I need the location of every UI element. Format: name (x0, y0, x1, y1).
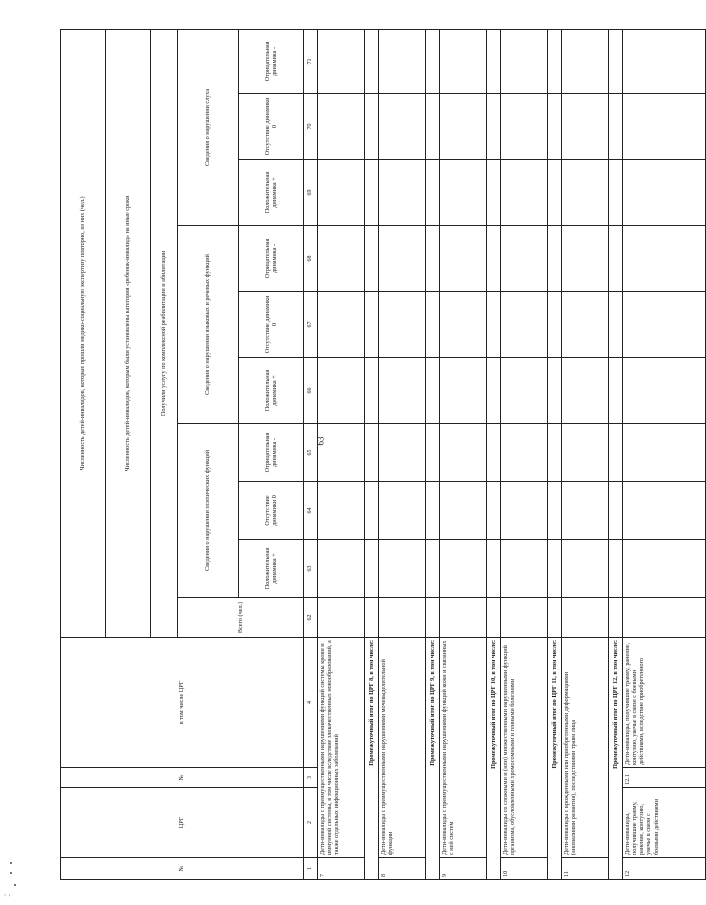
table-row (440, 29, 487, 879)
subtotal-row (487, 29, 501, 879)
header-num: № (61, 858, 304, 880)
row-label: Дети-инвалиды с врожденными или приобретенными деформациями (аномалиями развития), последствиями травм лица (562, 638, 609, 858)
subtotal-row (548, 29, 562, 879)
column-number: 63 (304, 540, 318, 598)
rehab-statistics-table (60, 29, 706, 880)
column-number: 3 (304, 768, 318, 788)
margin-dot (10, 862, 12, 864)
row-sub-id: 12.1 (623, 768, 706, 788)
header-negative: Отрицательная динамика - (239, 226, 304, 292)
header-absent: Отсутствие динамики 0 (239, 292, 304, 358)
scan-mark: ‹ › (4, 891, 11, 899)
table-row (318, 29, 365, 879)
row-id: 9 (440, 858, 487, 880)
subtotal-label: Промежуточный итог по ЦРГ 8, в том числе: (365, 638, 379, 880)
column-number: 66 (304, 358, 318, 424)
subtotal-row (365, 29, 379, 879)
row-id: 12 (623, 858, 706, 880)
table-row (562, 29, 609, 879)
subtotal-label: Промежуточный итог по ЦРГ 10, в том числе: (487, 638, 501, 880)
margin-dot (10, 872, 12, 874)
column-number: 70 (304, 94, 318, 160)
margin-dot (14, 884, 16, 886)
row-label: Дети-инвалиды, получившие травму, ранение, контузию, увечье в связи с боевыми действиями (623, 788, 706, 858)
column-number: 71 (304, 29, 318, 93)
row-label: Дети-инвалиды с преимущественными нарушениями функций системы крови и иммунной системы, в том числе вследствие злокачественных новообразований, а также отдельных инфекционных заболеваний (318, 638, 365, 858)
row-label: Дети-инвалиды с преимущественными нарушениями мочевыделительной функции (379, 638, 426, 858)
header-absent: Отсутствие динамики 0 (239, 94, 304, 160)
header-sub-crg: в том числе ЦРГ (61, 638, 304, 768)
header-negative: Отрицательная динамика - (239, 424, 304, 482)
subtotal-label: Промежуточный итог по ЦРГ 12, в том числе: (609, 638, 623, 880)
subtotal-label: Промежуточный итог по ЦРГ 9, в том числе: (426, 638, 440, 880)
column-number: 64 (304, 482, 318, 540)
header-mental: Сведения о нарушении психических функций (178, 424, 239, 598)
table-row (379, 29, 426, 879)
header-absent: Отсутствие динамики 0 (239, 482, 304, 540)
row-id: 11 (562, 858, 609, 880)
column-number-row (304, 29, 318, 879)
header-sub-num: № (61, 768, 304, 788)
header-hearing: Сведения о нарушении слуха (178, 29, 239, 225)
column-number: 67 (304, 292, 318, 358)
header-count-expertise: Численность детей-инвалидов, которые прошли медико-социальную экспертизу повторно, из них (чел.) (61, 29, 106, 637)
header-negative: Отрицательная динамика - (239, 29, 304, 93)
column-number: 69 (304, 160, 318, 226)
row-id: 7 (318, 858, 365, 880)
column-number: 68 (304, 226, 318, 292)
row-label: Дети-инвалиды с преимущественными нарушениями функций кожи и связанных с ней систем (440, 638, 487, 858)
column-number: 4 (304, 638, 318, 768)
header-rehab-service: Получили услугу по комплексной реабилитации и абилитации (151, 29, 178, 637)
row-label: Дети-инвалиды со сложными и (или) множественными нарушенными функций организма, обусловленными хромосомными и генными болезнями (501, 638, 548, 858)
column-number: 2 (304, 788, 318, 858)
subtotal-row (426, 29, 440, 879)
row-id: 8 (379, 858, 426, 880)
column-number: 62 (304, 598, 318, 638)
column-number: 1 (304, 858, 318, 880)
header-positive: Положительная динамика + (239, 160, 304, 226)
page-number: 63 (315, 436, 326, 446)
header-count-other-terms: Численность детей-инвалидов, которым были установлены категория «ребенок-инвалид» на иные сроки (106, 29, 151, 637)
table-row (623, 29, 706, 879)
header-positive: Положительная динамика + (239, 358, 304, 424)
row-id: 10 (501, 858, 548, 880)
header-speech: Сведения о нарушении языковых и речевых функций (178, 226, 239, 424)
subtotal-row (609, 29, 623, 879)
rotated-table-sheet (60, 30, 660, 880)
table-row (501, 29, 548, 879)
header-crg: ЦРГ (61, 788, 304, 858)
header-total: Всего (чел.) (178, 598, 304, 638)
subtotal-label: Промежуточный итог по ЦРГ 11, в том числе: (548, 638, 562, 880)
row-sub-label: Дети-инвалиды, получившие травму, ранение, контузию, увечье в связи с боевыми действиями, вследствие приобретенного (623, 638, 706, 768)
header-positive: Положительная динамика + (239, 540, 304, 598)
column-number: 65 (304, 424, 318, 482)
